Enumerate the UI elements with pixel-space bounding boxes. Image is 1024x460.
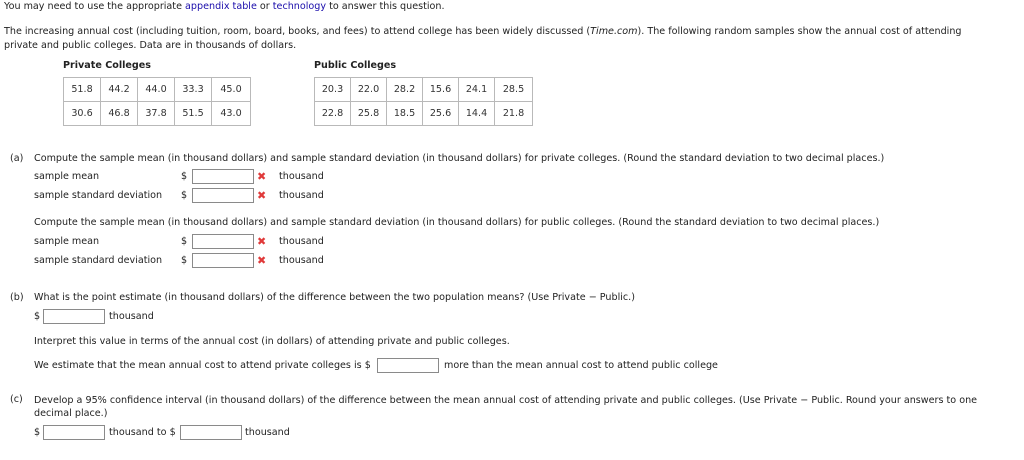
table-cell: 15.6: [423, 78, 459, 102]
dollar-sign: $: [34, 427, 41, 438]
private-sd-input[interactable]: [192, 188, 254, 203]
table-cell: 25.8: [351, 102, 387, 126]
table-row: [64, 78, 251, 102]
unit-label: thousand: [245, 427, 290, 438]
unit-label: thousand: [279, 236, 324, 247]
public-mean-input[interactable]: [192, 234, 254, 249]
table-cell: 33.3: [175, 78, 212, 102]
table-cell: 46.8: [101, 102, 138, 126]
table-row: [315, 102, 533, 126]
part-b-question: What is the point estimate (in thousand dollars) of the difference between the two population means? (Use Private − Public.): [34, 292, 635, 303]
instructions-text-end: to answer this question.: [326, 1, 445, 12]
table-cell: 28.5: [495, 78, 533, 102]
source-citation: Time.com: [590, 26, 638, 37]
part-b-letter: (b): [10, 292, 24, 303]
table-cell: 45.0: [212, 78, 251, 102]
table-cell: 51.8: [64, 78, 101, 102]
private-colleges-title: Private Colleges: [63, 60, 152, 71]
incorrect-x-icon: ✖: [257, 235, 267, 248]
incorrect-x-icon: ✖: [257, 254, 267, 267]
instructions-line: [4, 1, 445, 12]
table-cell: 14.4: [459, 102, 495, 126]
ci-upper-input[interactable]: [180, 425, 242, 440]
part-c-question: Develop a 95% confidence interval (in thousand dollars) of the difference between the mean annual cost of attending private and public colleges. (Use Private − Public. Round your answers to one decimal place.): [34, 395, 978, 419]
problem-text-end: ). The following random samples show the annual cost of attending private and public colleges. Data are in thousands of dollars.: [4, 26, 962, 51]
public-sd-input[interactable]: [192, 253, 254, 268]
dollar-sign: $: [34, 311, 41, 322]
dollar-sign: $: [181, 255, 188, 266]
table-cell: 20.3: [315, 78, 351, 102]
table-cell: 25.6: [423, 102, 459, 126]
part-a-question-private: Compute the sample mean (in thousand dollars) and sample standard deviation (in thousand dollars) for private colleges. (Round the standard deviation to two decimal places.): [34, 153, 885, 164]
table-cell: 18.5: [387, 102, 423, 126]
table-cell: 21.8: [495, 102, 533, 126]
table-cell: 22.0: [351, 78, 387, 102]
part-c-letter: (c): [10, 394, 23, 405]
instructions-text: You may need to use the appropriate: [4, 1, 186, 12]
point-estimate-input[interactable]: [43, 309, 105, 324]
instructions-text-or: or: [256, 1, 273, 12]
part-a-letter: (a): [10, 153, 24, 164]
problem-statement: [4, 25, 994, 52]
incorrect-x-icon: ✖: [257, 189, 267, 202]
ci-to-label: thousand to $: [109, 427, 176, 438]
table-cell: 37.8: [138, 102, 175, 126]
dollar-sign: $: [181, 171, 188, 182]
interpret-prompt: Interpret this value in terms of the annual cost (in dollars) of attending private and public colleges.: [34, 336, 510, 347]
unit-label: thousand: [109, 311, 154, 322]
table-cell: 22.8: [315, 102, 351, 126]
interpret-amount-input[interactable]: [377, 358, 439, 373]
private-colleges-table: [63, 77, 251, 126]
private-mean-label: sample mean: [34, 171, 100, 182]
dollar-sign: $: [181, 190, 188, 201]
technology-link[interactable]: technology: [272, 1, 327, 12]
table-cell: 44.0: [138, 78, 175, 102]
interpret-sentence-end: more than the mean annual cost to attend public college: [444, 360, 718, 371]
appendix-table-link[interactable]: appendix table: [185, 1, 257, 12]
public-colleges-table: [314, 77, 533, 126]
public-mean-label: sample mean: [34, 236, 100, 247]
problem-text: The increasing annual cost (including tuition, room, board, books, and fees) to attend college has been widely discussed (: [4, 26, 591, 37]
private-mean-input[interactable]: [192, 169, 254, 184]
table-cell: 24.1: [459, 78, 495, 102]
unit-label: thousand: [279, 190, 324, 201]
interpret-sentence-start: We estimate that the mean annual cost to attend private colleges is $: [34, 360, 371, 371]
table-row: [64, 102, 251, 126]
dollar-sign: $: [181, 236, 188, 247]
table-cell: 43.0: [212, 102, 251, 126]
part-a-question-public: Compute the sample mean (in thousand dollars) and sample standard deviation (in thousand dollars) for public colleges. (Round the standard deviation to two decimal places.): [34, 217, 880, 228]
table-cell: 51.5: [175, 102, 212, 126]
public-sd-label: sample standard deviation: [34, 255, 163, 266]
public-colleges-title: Public Colleges: [314, 60, 397, 71]
unit-label: thousand: [279, 255, 324, 266]
table-cell: 44.2: [101, 78, 138, 102]
unit-label: thousand: [279, 171, 324, 182]
table-cell: 28.2: [387, 78, 423, 102]
table-cell: 30.6: [64, 102, 101, 126]
ci-lower-input[interactable]: [43, 425, 105, 440]
private-sd-label: sample standard deviation: [34, 190, 163, 201]
incorrect-x-icon: ✖: [257, 170, 267, 183]
table-row: [315, 78, 533, 102]
